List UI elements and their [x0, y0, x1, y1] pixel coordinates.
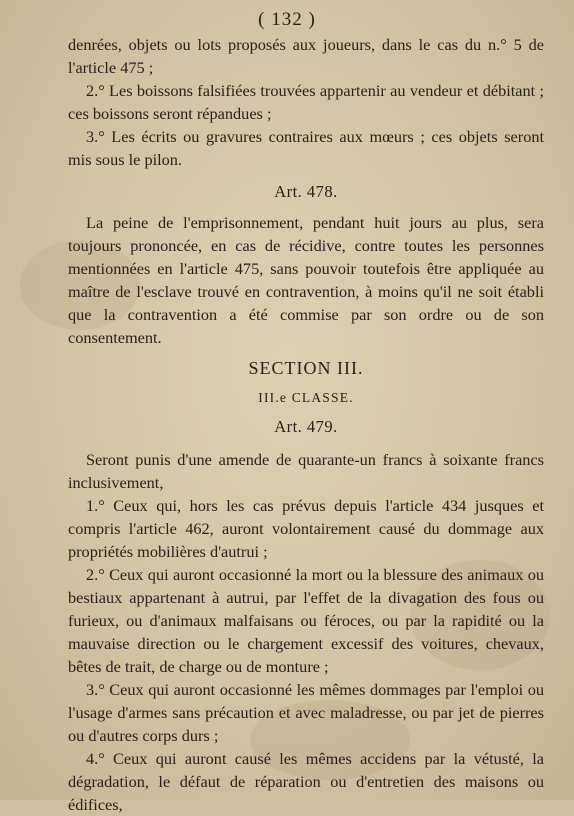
paragraph-item-2: 2.° Les boissons falsifiées trouvées appartenir au vendeur et débitant ; ces boissons seront répandues ; — [68, 81, 544, 123]
article-478-text: La peine de l'emprisonnement, pendant huit jours au plus, sera toujours prononcée, en cas de récidive, contre toutes les personnes mentionnées en l'article 475, sans pouvoir toutefois être appliquée au maître de l'esclave trouvé en contravention, à moins qu'il ne soit établi que la contravention a été commise par son ordre ou de son consentement. — [68, 213, 544, 347]
page-number: ( 132 ) — [258, 9, 316, 30]
article-479-item-3: 3.° Ceux qui auront occasionné les mêmes dommages par l'emploi ou l'usage d'armes sans précaution et avec maladresse, ou par jet de pierres ou d'autres corps durs ; — [68, 680, 544, 745]
section-heading: SECTION III. — [248, 358, 364, 378]
article-heading-478: Art. 478. — [274, 182, 338, 201]
paragraph-item-3: 3.° Les écrits ou gravures contraires aux mœurs ; ces objets seront mis sous le pilon. — [68, 127, 544, 169]
article-479-item-1: 1.° Ceux qui, hors les cas prévus depuis l'article 434 jusques et compris l'article 462, auront volontairement causé du dommage aux propriétés mobilières d'autrui ; — [68, 496, 544, 561]
page-body — [68, 33, 544, 816]
article-479-item-2: 2.° Ceux qui auront occasionné la mort ou la blessure des animaux ou bestiaux appartenant à autrui, par l'effet de la divagation des fous ou furieux, ou d'animaux malfaisans ou féroces, ou par la rapidité ou la mauvaise direction ou le chargement excessif des voitures, chevaux, bêtes de trait, de charge ou de monture ; — [68, 565, 544, 676]
article-479-intro: Seront punis d'une amende de quarante-un francs à soixante francs inclusivement, — [68, 450, 544, 492]
class-heading: III.e CLASSE. — [258, 390, 354, 405]
paragraph-continuation: denrées, objets ou lots proposés aux joueurs, dans le cas du n.° 5 de l'article 475 ; — [68, 35, 544, 77]
article-479-item-4: 4.° Ceux qui auront causé les mêmes accidens par la vétusté, la dégradation, le défaut de réparation ou d'entretien des maisons ou édifices, — [68, 749, 544, 814]
article-heading-479: Art. 479. — [274, 417, 338, 436]
